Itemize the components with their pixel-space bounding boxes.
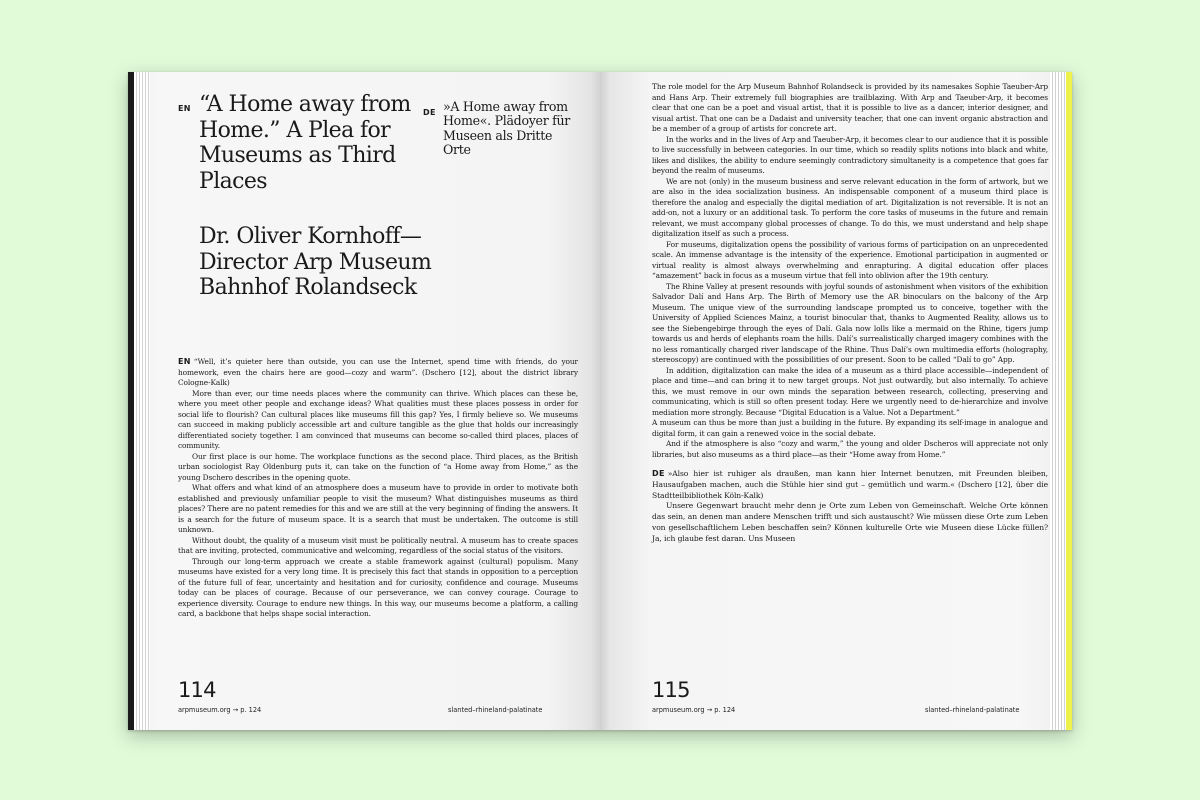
- german-text-block: [652, 469, 1048, 545]
- title-de-lang-tag: DE: [423, 108, 436, 117]
- paragraph: More than ever, our time needs places where the community can thrive. Which places can these be, where you meet other people and exchange ideas? What qualities must these places possess in order for social life to flourish? Can cultural places like museums fill this gap? Yes, I firmly believe so. We museums can succeed in making publicly accessible art and culture tangible as the glue that holds our increasingly differentiated society together. I am convinced that museums can become so-called third places, places of community.: [178, 388, 578, 450]
- article-title-de: »A Home away from Home«. Plädoyer für Museen als Dritte Orte: [443, 99, 571, 158]
- paragraph: [652, 469, 1048, 501]
- footer-section-right: slanted–rhineland-palatinate: [925, 706, 1020, 714]
- paragraph: The role model for the Arp Museum Bahnhof Rolandseck is provided by its namesakes Sophie Taeuber-Arp and Hans Arp. Their extremely full biographies are trailblazing. With Arp and Taeuber-Arp, it becomes clear that one can be a poet and visual artist, that it is possible to live as a dancer, interior designer, and visual artist. That one can be a Dadaist and university teacher, that one can invent organic abstraction and be a member of a group of artists for concrete art.: [652, 82, 1048, 133]
- footer-section-left: slanted–rhineland-palatinate: [448, 706, 543, 714]
- right-page: [600, 72, 1072, 730]
- left-page: [128, 72, 600, 730]
- right-page-edge: [1066, 72, 1072, 730]
- left-body-text: [178, 357, 578, 620]
- page-number-right: 115: [652, 678, 690, 702]
- paragraph: We are not (only) in the museum business and serve relevant education in the form of artwork, but we are also in the idea socialization business. An indispensable component of a museum third place is therefore the analog and especially the digital mediation of art. Digitalization is not reversible. It is not an add-on, not a luxury or an additional task. To perform the core tasks of museums in the future and remain relevant, we must accompany global processes of change. To do this, we must understand and help shape digitalization itself as such a process.: [652, 176, 1048, 238]
- paragraph: Unsere Gegenwart braucht mehr denn je Orte zum Leben von Gemeinschaft. Welche Orte können das sein, an denen man andere Menschen trifft und sich austauscht? Wie müssen diese Orte zum Leben von gesellschaftlichem Leben beschaffen sein? Können kulturelle Orte wie Museen diese Lücke füllen? Ja, ich glaube fest daran. Uns Museen: [652, 501, 1048, 543]
- page-number-left: 114: [178, 678, 216, 702]
- title-en-lang-tag: EN: [178, 104, 191, 113]
- right-body-text: [652, 82, 1048, 545]
- de-lang-tag: DE: [652, 469, 665, 478]
- paragraph-text: “Well, it’s quieter here than outside, you can use the Internet, spend time with friends, do your homework, even the chairs here are good—cozy and warm”. (Dschero [12], about the district library Cologne-Kalk): [178, 357, 578, 387]
- paragraph: Without doubt, the quality of a museum visit must be politically neutral. A museum has to create spaces that are inviting, protected, communicative and welcoming, regardless of the social status of the visitors.: [178, 535, 578, 555]
- left-page-stack: [134, 72, 150, 730]
- paragraph: A museum can thus be more than just a building in the future. By expanding its self-image in analogue and digital form, it can gain a renewed voice in the social debate.: [652, 418, 1048, 438]
- right-page-stack: [1050, 72, 1066, 730]
- paragraph: The Rhine Valley at present resounds with joyful sounds of astonishment when visitors of the exhibition Salvador Dalí and Hans Arp. The Birth of Memory use the AR binoculars on the balcony of the Arp Museum. The unique view of the surrounding landscape prompted us to conceive, together with the University of Applied Sciences Mainz, a tourist binocular that, thanks to Augmented Reality, allows us to see the Siebengebirge through the eyes of Dalí. Gala now lolls like a mermaid on the Rhine, tigers jump towards us and herds of elephants roam the hills. Dalí’s surrealistically charged imagery combines with the no less romantically charged river landscape of the Rhine. Thus Dalí’s own multimedia efforts (holography, stereoscopy) are continued with the possibilities of our present. Soon to be called “Dalí to go” App.: [652, 281, 1048, 364]
- paragraph-text: »Also hier ist ruhiger als draußen, man kann hier Internet benutzen, mit Freunden bleiben, Hausaufgaben machen, auch die Stühle hier sind gut – gemütlich und warm.« (Dschero [12], über die Stadtteilbibliothek Köln-Kalk): [652, 469, 1048, 500]
- paragraph: Through our long-term approach we create a stable framework against (cultural) populism. Many museums have existed for a very long time. It is precisely this fact that stands in opposition to a perception of the future full of fear, uncertainty and hesitation and for curiosity, confidence and courage. Museums today can be places of courage. Because of our perseverance, we can convey courage. Courage to experience diversity. Courage to endure new things. In this way, our museums become a platform, a calling card, a backbone that helps shape social interaction.: [178, 556, 578, 618]
- body-lang-tag: EN: [178, 357, 191, 366]
- footer-link-right: arpmuseum.org → p. 124: [652, 706, 736, 714]
- paragraph: What offers and what kind of an atmosphere does a museum have to provide in order to motivate both established and previously unfamiliar people to visit the museum? What distinguishes museums as third places? There are no patent remedies for this and we are still at the very beginning of finding the answers. It is a search for the future of museum space. It is a search that must be undertaken. The outcome is still unknown.: [178, 483, 578, 534]
- paragraph: For museums, digitalization opens the possibility of various forms of participation on an unprecedented scale. An immense advantage is the intensity of the experience. Emotional participation in augmented or virtual reality is almost always overwhelming and enrapturing. A digital education offer places “amazement” back in focus as a museum virtue that fell into oblivion after the 19th century.: [652, 239, 1048, 280]
- paragraph: [178, 357, 578, 389]
- paragraph: Our first place is our home. The workplace functions as the second place. Third places, as the British urban sociologist Ray Oldenburg puts it, can take on the function of “a Home away from Home,” as the young Dschero describes in the opening quote.: [178, 451, 578, 482]
- article-title-en: “A Home away from Home.” A Plea for Museums as Third Places: [199, 92, 411, 194]
- magazine-spread: [128, 72, 1072, 730]
- footer-link-left: arpmuseum.org → p. 124: [178, 706, 262, 714]
- author-line: Dr. Oliver Kornhoff— Director Arp Museum Bahnhof Rolandseck: [199, 224, 432, 300]
- paragraph: In addition, digitalization can make the idea of a museum as a third place accessible—independent of place and time—and can bring it to new target groups. Not just outwardly, but also internally. To achieve this, we must remove in our own minds the separation between research, collecting, preserving and communicating, which is still so often present today. Here we urgently need to de-hierarchize and involve mediation more strongly. Because “Digital Education is a Value. Not a Department.”: [652, 365, 1048, 417]
- paragraph: And if the atmosphere is also “cozy and warm,” the young and older Dscheros will appreciate not only libraries, but also museums as a third place—as their “Home away from Home.”: [652, 439, 1048, 459]
- paragraph: In the works and in the lives of Arp and Taeuber-Arp, it becomes clear to our audience that it is possible to live successfully in between categories. In our time, which so readily splits notions into black and white, likes and dislikes, the ability to endure seemingly contradictory simultaneity is a competence that goes far beyond the realm of museums.: [652, 134, 1048, 175]
